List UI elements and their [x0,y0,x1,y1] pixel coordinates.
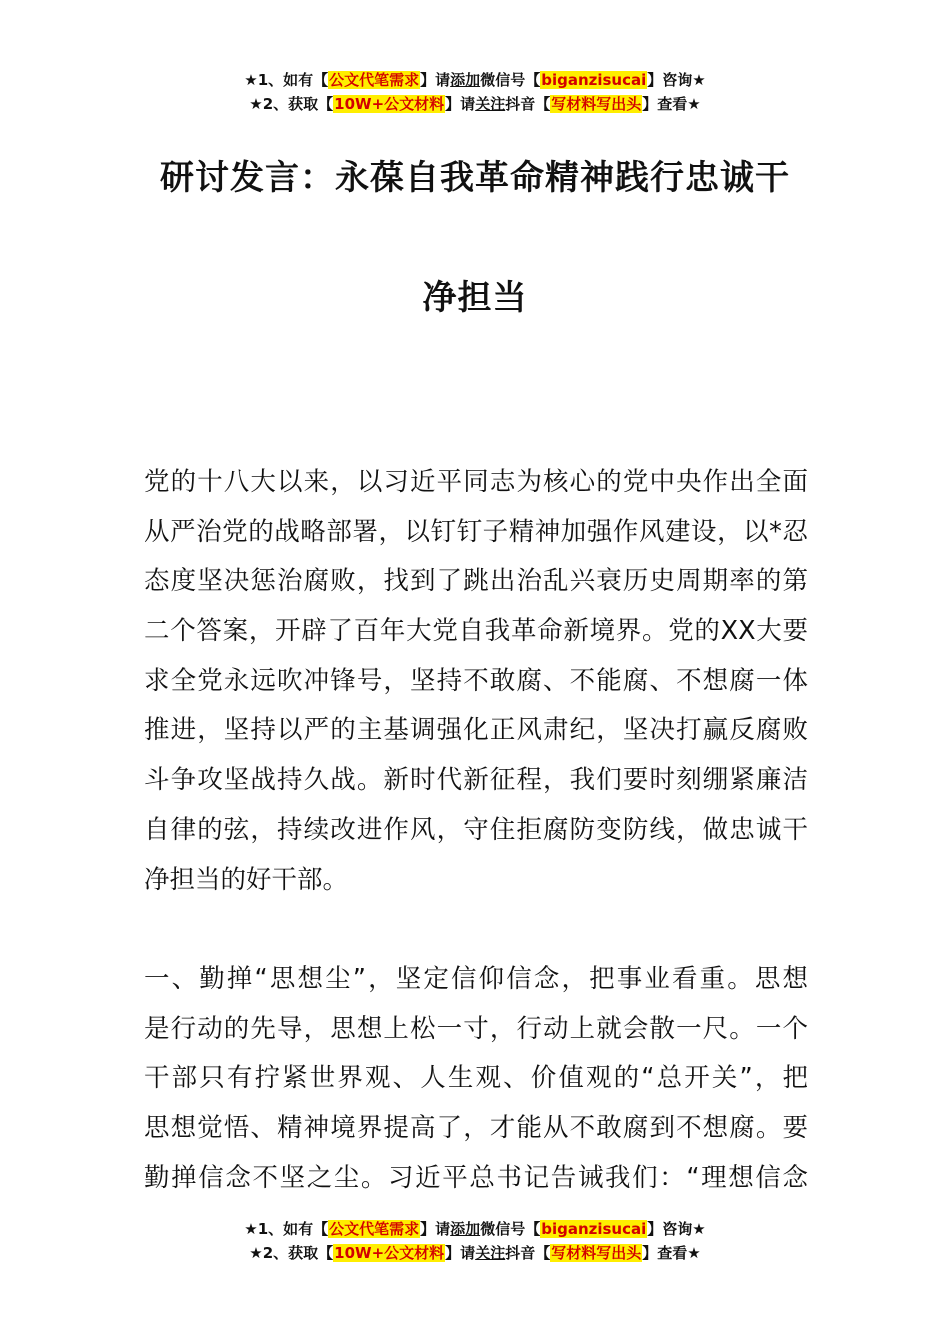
paragraph-line: 是行动的先导，思想上松一寸，行动上就会散一尺。一个 [144,1013,808,1044]
star-icon: ★ [244,71,258,89]
star-icon: ★ [687,95,701,113]
paragraph-line: 干部只有拧紧世界观、人生观、价值观的“总开关”，把 [144,1063,808,1094]
paragraph-line: 推进，坚持以严的主基调强化正风肃纪，坚决打赢反腐败 [144,715,808,746]
paragraph-line: 态度坚决惩治腐败，找到了跳出治乱兴衰历史周期率的第 [144,566,808,597]
banner-text: 】查看 [642,95,688,113]
banner-text: 】请 [445,1244,476,1262]
banner-underlined: 关注 [475,1244,506,1262]
banner-text: 】查看 [642,1244,688,1262]
banner-text: 】请 [445,95,476,113]
star-icon: ★ [249,95,263,113]
paragraph-line: 净担当的好干部。 [144,864,349,895]
paragraph-line: 二个答案，开辟了百年大党自我革命新境界。党的XX大要 [144,616,808,647]
banner-text: 微信号【 [480,1220,541,1238]
paragraph-1 [144,458,808,905]
star-icon: ★ [692,71,706,89]
paragraph-line: 思想觉悟、精神境界提高了，才能从不敢腐到不想腐。要 [144,1113,808,1144]
paragraph-line: 勤掸信念不坚之尘。习近平总书记告诫我们：“理想信念 [144,1162,808,1193]
banner-text: 1、如有【 [257,1220,329,1238]
wechat-id-highlight: biganzisucai [541,1220,647,1238]
paragraph-2 [144,955,808,1203]
banner-highlight: 公文代笔需求 [329,1220,420,1238]
douyin-highlight: 写材料写出头 [551,95,642,113]
banner-underlined: 添加 [450,1220,481,1238]
banner-line-2 [0,92,950,116]
banner-text: 2、获取【 [262,95,334,113]
banner-highlight: 10W+公文材料 [334,1244,445,1262]
banner-text: 】请 [420,1220,451,1238]
paragraph-line: 斗争攻坚战持久战。新时代新征程，我们要时刻绷紧廉洁 [144,765,808,796]
banner-underlined: 关注 [475,95,506,113]
banner-text: 抖音【 [505,1244,551,1262]
banner-line-2 [0,1241,950,1265]
document-title-line-2: 净担当 [422,278,528,318]
paragraph-line: 自律的弦，持续改进作风，守住拒腐防变防线，做忠诚干 [144,814,808,845]
bottom-banner [0,1217,950,1265]
paragraph-line: 从严治党的战略部署，以钉钉子精神加强作风建设，以*忍 [144,516,808,547]
banner-text: 】请 [420,71,451,89]
star-icon: ★ [687,1244,701,1262]
top-banner [0,68,950,116]
douyin-highlight: 写材料写出头 [551,1244,642,1262]
banner-highlight: 10W+公文材料 [334,95,445,113]
banner-line-1 [0,68,950,92]
document-title-line-1: 研讨发言：永葆自我革命精神践行忠诚干 [160,158,790,198]
paragraph-line: 党的十八大以来，以习近平同志为核心的党中央作出全面 [144,467,808,497]
banner-text: 抖音【 [505,95,551,113]
paragraph-line: 求全党永远吹冲锋号，坚持不敢腐、不能腐、不想腐一体 [144,665,808,696]
banner-text: 】咨询 [647,71,693,89]
banner-highlight: 公文代笔需求 [329,71,420,89]
banner-text: 】咨询 [647,1220,693,1238]
banner-text: 2、获取【 [262,1244,334,1262]
banner-underlined: 添加 [450,71,481,89]
banner-text: 1、如有【 [257,71,329,89]
paragraph-line: 一、勤掸“思想尘”，坚定信仰信念，把事业看重。思想 [144,964,808,994]
banner-line-1 [0,1217,950,1241]
star-icon: ★ [692,1220,706,1238]
banner-text: 微信号【 [480,71,541,89]
star-icon: ★ [249,1244,263,1262]
star-icon: ★ [244,1220,258,1238]
wechat-id-highlight: biganzisucai [541,71,647,89]
